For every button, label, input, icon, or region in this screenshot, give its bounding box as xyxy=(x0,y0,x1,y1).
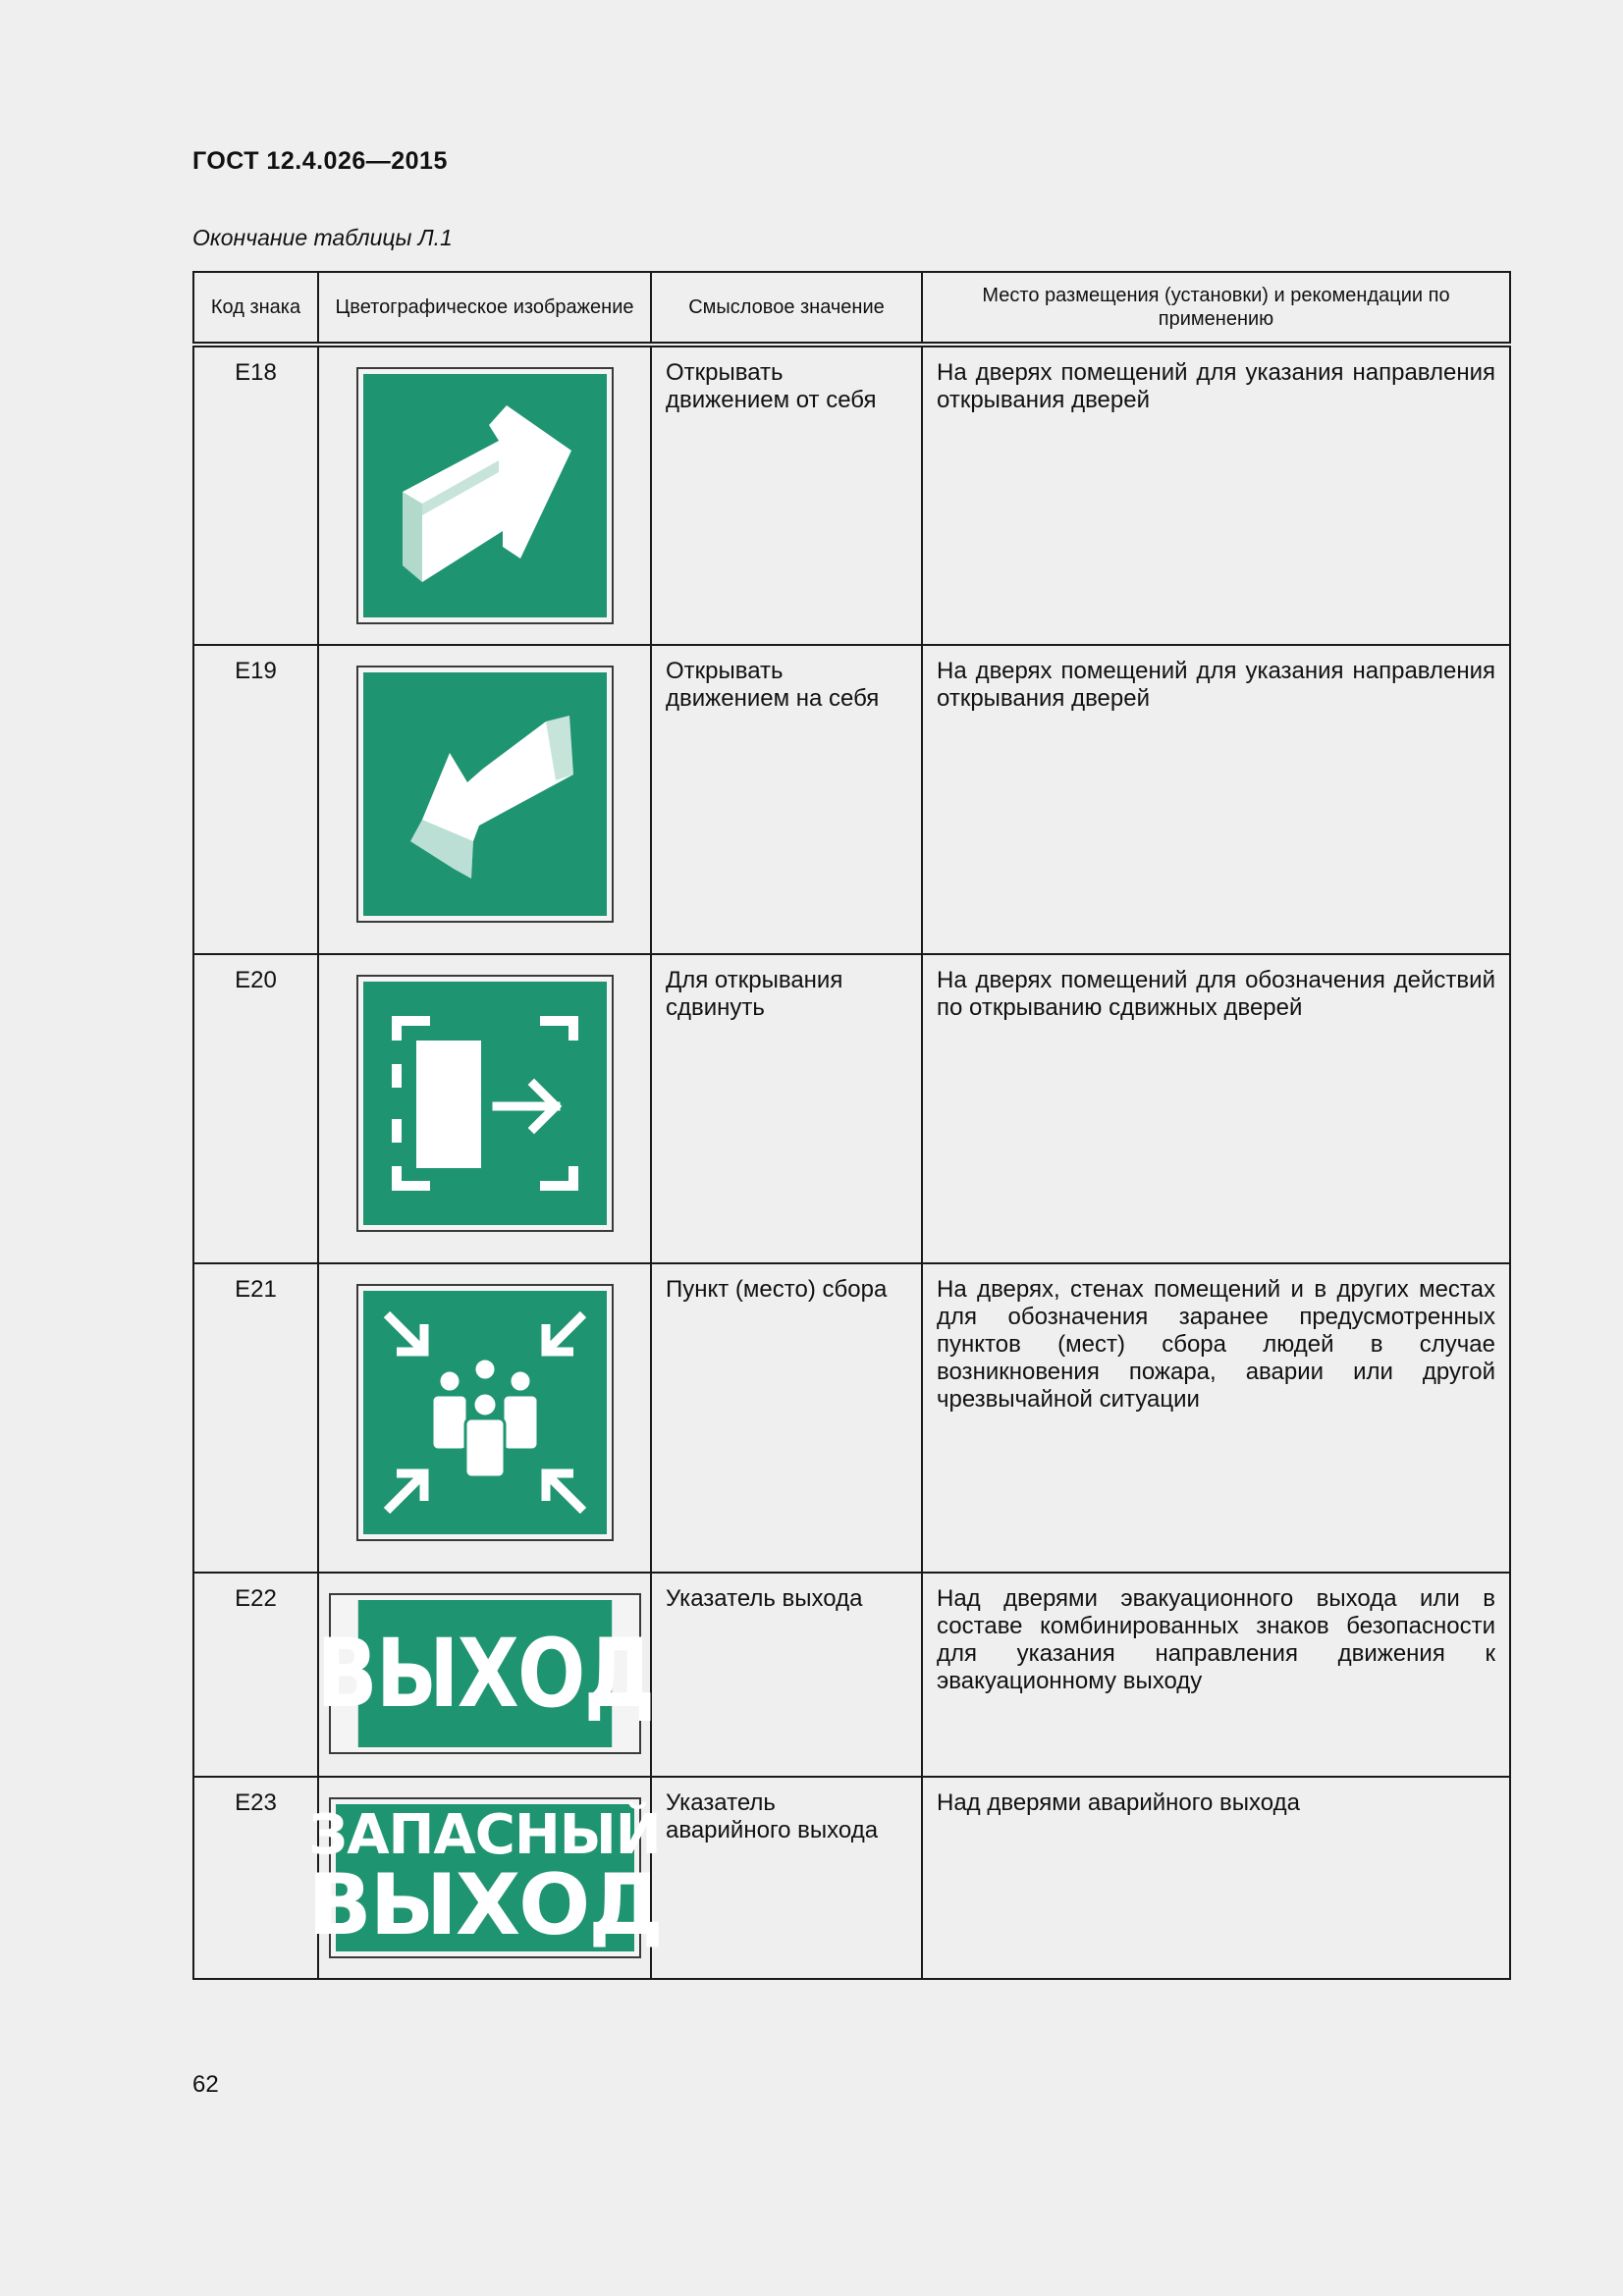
sign-meaning: Пункт (место) сбора xyxy=(651,1263,922,1573)
emergency-exit-line1: ЗАПАСНЫЙ xyxy=(308,1803,661,1867)
sign-image-cell xyxy=(318,954,651,1263)
assembly-point-icon xyxy=(356,1284,614,1541)
table-header-row xyxy=(193,272,1510,345)
table-row xyxy=(193,1777,1510,1979)
col-header-code: Код знака xyxy=(193,272,318,345)
table-row xyxy=(193,645,1510,954)
sign-code: E18 xyxy=(193,345,318,645)
push-door-arrow-icon xyxy=(356,367,614,624)
sliding-door-icon xyxy=(356,975,614,1232)
emergency-exit-line2: ВЫХОД xyxy=(307,1856,662,1954)
sign-meaning: Указатель выхода xyxy=(651,1573,922,1777)
signs-table xyxy=(192,271,1511,1980)
sign-code: E23 xyxy=(193,1777,318,1979)
table-row xyxy=(193,345,1510,645)
emergency-exit-sign xyxy=(307,1797,662,1958)
sign-placement: Над дверями аварийного выхода xyxy=(922,1777,1510,1979)
document-header: ГОСТ 12.4.026—2015 xyxy=(192,147,448,175)
sign-code: E22 xyxy=(193,1573,318,1777)
pull-door-arrow-icon xyxy=(356,666,614,923)
sign-image-cell xyxy=(318,1263,651,1573)
sign-placement: На дверях помещений для указания направления открывания дверей xyxy=(922,345,1510,645)
col-header-placement: Место размещения (установки) и рекомендации по применению xyxy=(922,272,1510,345)
table-caption: Окончание таблицы Л.1 xyxy=(192,225,453,250)
col-header-image: Цветографическое изображение xyxy=(318,272,651,345)
sign-code: E21 xyxy=(193,1263,318,1573)
sign-placement: На дверях помещений для обозначения действий по открыванию сдвижных дверей xyxy=(922,954,1510,1263)
sign-image-cell xyxy=(307,1777,662,1979)
page-number: 62 xyxy=(192,2071,219,2098)
exit-sign-text: ВЫХОД xyxy=(357,1600,611,1747)
sign-placement: На дверях помещений для указания направления открывания дверей xyxy=(922,645,1510,954)
sign-code: E19 xyxy=(193,645,318,954)
sign-image-cell xyxy=(318,345,651,645)
sign-placement: На дверях, стенах помещений и в других местах для обозначения заранее предусмотренных пунктов (мест) сбора людей в случае возникновения пожара, аварии или другой чрезвычайной ситуации xyxy=(922,1263,1510,1573)
table-row xyxy=(193,1573,1510,1777)
sign-image-cell xyxy=(318,645,651,954)
sign-image-cell xyxy=(315,1573,654,1777)
sign-code: E20 xyxy=(193,954,318,1263)
sign-placement: Над дверями эвакуационного выхода или в составе комбинированных знаков безопасности для указания направления движения к эвакуационному выходу xyxy=(922,1573,1510,1777)
table-row xyxy=(193,954,1510,1263)
table-row xyxy=(193,1263,1510,1573)
sign-meaning: Указатель аварийного выхода xyxy=(651,1777,922,1979)
sign-meaning: Для открывания сдвинуть xyxy=(651,954,922,1263)
sign-meaning: Открывать движением от себя xyxy=(651,345,922,645)
sign-meaning: Открывать движением на себя xyxy=(651,645,922,954)
col-header-meaning: Смысловое значение xyxy=(651,272,922,345)
exit-sign xyxy=(315,1593,654,1754)
